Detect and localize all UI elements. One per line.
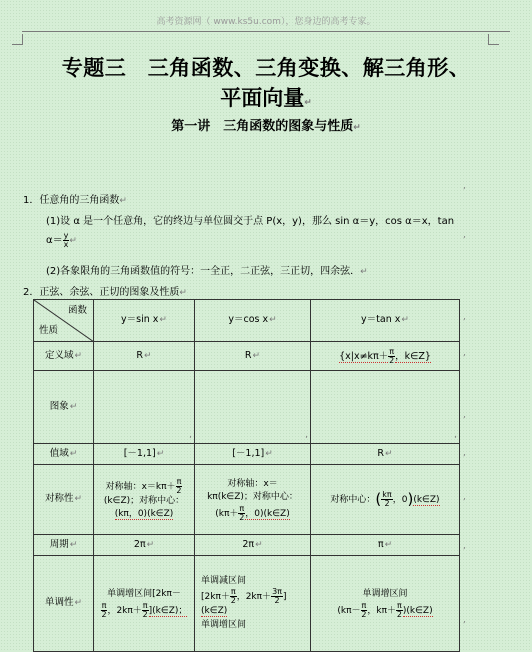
column-header-text: y＝sin x — [121, 314, 159, 326]
fraction-denominator: 2 — [230, 596, 236, 606]
fraction-denominator: 2 — [396, 609, 402, 619]
fraction-denominator: 2 — [384, 499, 390, 508]
fraction-numerator: 3π — [272, 587, 282, 597]
cell-text: [－1,1] — [123, 447, 156, 459]
cell-text: ，2kπ＋ — [236, 592, 272, 603]
cell-text: [－1,1] — [232, 447, 265, 459]
mono-cos-line4: 单调增区间 — [201, 619, 247, 630]
range-tan — [311, 444, 460, 465]
paragraph-mark-icon: ↵ — [179, 288, 187, 298]
margin-mark-icon: , — [463, 230, 466, 240]
symmetry-sin — [94, 465, 195, 535]
row-label-text: 对称性 — [44, 493, 74, 505]
title-line2-text: 平面向量 — [220, 86, 305, 110]
cell-mark-icon: , — [305, 429, 308, 440]
cell-text: ，0 — [392, 495, 408, 505]
fraction-denominator: 2 — [389, 355, 395, 365]
fraction-denominator: 2 — [142, 609, 148, 619]
cell-mark-icon: ↵ — [144, 350, 152, 361]
cell-text: 对称轴：x＝kπ＋ — [105, 481, 176, 492]
cell-mark-icon: , — [189, 429, 192, 440]
row-end-mark-icon: , — [463, 492, 466, 502]
cell-mark-icon: ↵ — [384, 539, 393, 550]
cell-text: ](k∈Z)； — [148, 605, 188, 616]
section2-heading — [23, 283, 187, 298]
fraction-numerator: π — [239, 503, 245, 513]
fraction-numerator: π — [230, 587, 236, 597]
cell-text: )(k∈Z) — [402, 605, 433, 616]
cell-mark-icon: ↵ — [401, 315, 409, 326]
paragraph-mark-icon: ↵ — [353, 123, 361, 133]
cell-mark-icon: ↵ — [255, 539, 263, 550]
right-paren: ) — [407, 490, 414, 509]
row-label-text: 单调性 — [44, 597, 74, 609]
table-row — [34, 465, 460, 535]
section2-heading-text: 2．正弦、余弦、正切的图象及性质 — [23, 287, 180, 298]
cell-text: ] — [282, 592, 287, 603]
fraction — [176, 478, 183, 495]
fraction-numerator: y — [63, 230, 69, 240]
document-title-line1: 专题三 三角函数、三角变换、解三角形、 — [61, 56, 471, 80]
paragraph-mark-icon: ↵ — [119, 196, 127, 206]
cell-mark-icon: ↵ — [385, 448, 393, 459]
fraction-denominator: 2 — [239, 512, 245, 522]
left-paren: ( — [375, 490, 382, 509]
cell-text: 对称中心： — [330, 495, 376, 505]
fraction — [381, 491, 392, 508]
cell-text: ，kπ＋ — [367, 605, 397, 616]
cell-text: 2π — [242, 538, 255, 550]
domain-sin — [94, 342, 195, 371]
cell-text: (kπ＋ — [215, 508, 239, 519]
table-row — [34, 342, 460, 371]
cell-text: R — [377, 447, 385, 459]
subtitle-text: 第一讲 三角函数的图象与性质 — [171, 119, 354, 134]
cell-mark-icon: ↵ — [252, 350, 261, 361]
column-header-text: y＝cos x — [228, 314, 269, 326]
row-end-mark-icon: , — [463, 615, 466, 625]
fraction-denominator: 2 — [274, 596, 280, 606]
cell-text: ，k∈Z} — [395, 350, 431, 362]
section1-paragraph2 — [46, 262, 368, 277]
row-end-mark-icon: , — [463, 348, 466, 358]
row-end-mark-icon: , — [463, 312, 466, 322]
column-header-tan — [311, 300, 460, 342]
symmetry-cos-line3 — [197, 505, 308, 522]
document-title-line2 — [0, 82, 532, 112]
section1-paragraph1: (1)设 α 是一个任意角，它的终边与单位圆交于点 P(x，y)，那么 sin α＝y，cos α＝x，tan — [46, 216, 455, 227]
fraction-numerator: π — [176, 476, 182, 486]
column-header-sin — [94, 300, 195, 342]
cell-mark-icon: ↵ — [156, 448, 165, 459]
table-row — [34, 444, 460, 465]
cell-text: (k∈Z) — [413, 495, 440, 505]
fraction-numerator: π — [101, 600, 107, 610]
mono-sin-line2 — [96, 602, 192, 619]
paragraph-mark-icon: ↵ — [304, 98, 312, 108]
symmetry-cos-line2: kπ(k∈Z)；对称中心： — [207, 492, 298, 502]
trig-properties-table — [33, 299, 460, 652]
symmetry-sin-line1 — [96, 478, 192, 495]
graph-sin — [94, 371, 195, 444]
symmetry-tan — [311, 465, 460, 535]
corner-bottom-label: 性质 — [39, 324, 59, 336]
fraction-denominator: x — [63, 239, 69, 249]
row-label-text: 图象 — [49, 400, 69, 412]
period-tan — [311, 535, 460, 556]
cell-mark-icon: ↵ — [74, 598, 83, 609]
cell-mark-icon: , — [454, 429, 457, 440]
mono-sin-line1: 单调增区间[2kπ－ — [107, 589, 181, 600]
row-label-graph — [34, 371, 94, 444]
cell-mark-icon: ↵ — [69, 401, 78, 412]
paragraph2-text: (2)各象限角的三角函数值的符号：一全正，二正弦，三正切，四余弦． — [46, 266, 361, 277]
lecture-subtitle — [0, 115, 532, 134]
row-label-text: 值域 — [49, 447, 69, 459]
column-header-cos — [195, 300, 311, 342]
cell-text: π — [377, 538, 384, 550]
corner-top-label: 函数 — [67, 305, 87, 316]
cell-text: (kπ－ — [337, 605, 361, 616]
paragraph-mark-icon: ↵ — [360, 267, 368, 277]
cell-text: ，0)(k∈Z) — [245, 508, 290, 519]
fraction-numerator: kπ — [382, 490, 392, 499]
fraction-denominator: 2 — [361, 609, 367, 619]
mono-tan-line1: 单调增区间 — [362, 589, 408, 600]
row-end-mark-icon: , — [463, 448, 466, 458]
fraction-denominator: 2 — [176, 485, 182, 495]
range-sin — [94, 444, 195, 465]
margin-corner-left — [12, 34, 23, 45]
page-header: 高考资源网（ www.ks5u.com），您身边的高考专家。 — [156, 17, 376, 27]
cell-text: ，2kπ＋ — [107, 605, 142, 616]
row-label-text: 定义域 — [44, 349, 74, 361]
monotonicity-sin — [94, 556, 195, 652]
section1-heading-text: 1．任意角的三角函数 — [23, 195, 120, 206]
cell-text: (kπ，0)(k∈Z) — [114, 509, 174, 519]
table-row — [34, 371, 460, 444]
monotonicity-tan — [311, 556, 460, 652]
symmetry-sin-line2: (k∈Z)；对称中心： — [103, 495, 185, 506]
row-end-mark-icon: , — [463, 541, 466, 551]
row-label-symmetry — [34, 465, 94, 535]
fraction — [142, 602, 149, 619]
fraction — [396, 602, 403, 619]
row-label-period — [34, 535, 94, 556]
row-label-text: 周期 — [49, 538, 69, 550]
cell-mark-icon: ↵ — [146, 539, 155, 550]
monotonicity-cos — [195, 556, 311, 652]
cell-text: R — [136, 349, 144, 361]
fraction — [271, 588, 283, 605]
section1-paragraph1-cont — [46, 231, 77, 249]
mono-cos-line1: 单调减区间 — [201, 575, 247, 586]
table-row — [34, 300, 460, 342]
table-row — [34, 535, 460, 556]
section1-heading — [23, 191, 127, 206]
margin-mark-icon: , — [463, 181, 466, 191]
mono-cos-line2 — [201, 588, 308, 605]
symmetry-sin-line3 — [96, 508, 192, 522]
margin-corner-right — [488, 34, 499, 45]
range-cos — [195, 444, 311, 465]
cell-mark-icon: ↵ — [74, 494, 83, 505]
mono-tan-line2 — [313, 602, 457, 619]
cell-text: {x|x≠kπ＋ — [339, 350, 389, 362]
fraction-numerator: π — [389, 346, 395, 356]
row-end-mark-icon: , — [463, 410, 466, 420]
cell-mark-icon: ↵ — [69, 539, 78, 550]
row-label-range — [34, 444, 94, 465]
period-sin — [94, 535, 195, 556]
symmetry-cos — [195, 465, 311, 535]
fraction-numerator: π — [142, 600, 148, 610]
cell-text: 2π — [133, 538, 146, 550]
paragraph-mark-icon: ↵ — [69, 236, 77, 246]
tan-definition-lead: α＝ — [46, 235, 63, 246]
cell-mark-icon: ↵ — [74, 350, 83, 361]
symmetry-cos-line1: 对称轴：x＝ — [227, 478, 278, 489]
cell-text: [2kπ＋ — [201, 592, 230, 603]
table-corner-cell — [34, 300, 94, 342]
cell-mark-icon: ↵ — [69, 448, 78, 459]
column-header-text: y＝tan x — [361, 314, 401, 326]
cell-text: R — [244, 349, 252, 361]
cell-mark-icon: ↵ — [159, 315, 167, 326]
row-label-domain — [34, 342, 94, 371]
domain-tan — [311, 342, 460, 371]
cell-text: (k∈Z) — [201, 606, 228, 617]
graph-tan — [311, 371, 460, 444]
cell-mark-icon: ↵ — [269, 315, 277, 326]
row-label-monotonicity — [34, 556, 94, 652]
table-row — [34, 556, 460, 652]
fraction-denominator: 2 — [101, 609, 107, 619]
cell-mark-icon: ↵ — [265, 448, 273, 459]
mono-cos-line3 — [201, 605, 308, 619]
domain-cos — [195, 342, 311, 371]
fraction — [230, 588, 237, 605]
fraction-numerator: π — [361, 600, 367, 610]
period-cos — [195, 535, 311, 556]
fraction-numerator: π — [397, 600, 402, 610]
graph-cos — [195, 371, 311, 444]
header-rule — [22, 31, 510, 32]
